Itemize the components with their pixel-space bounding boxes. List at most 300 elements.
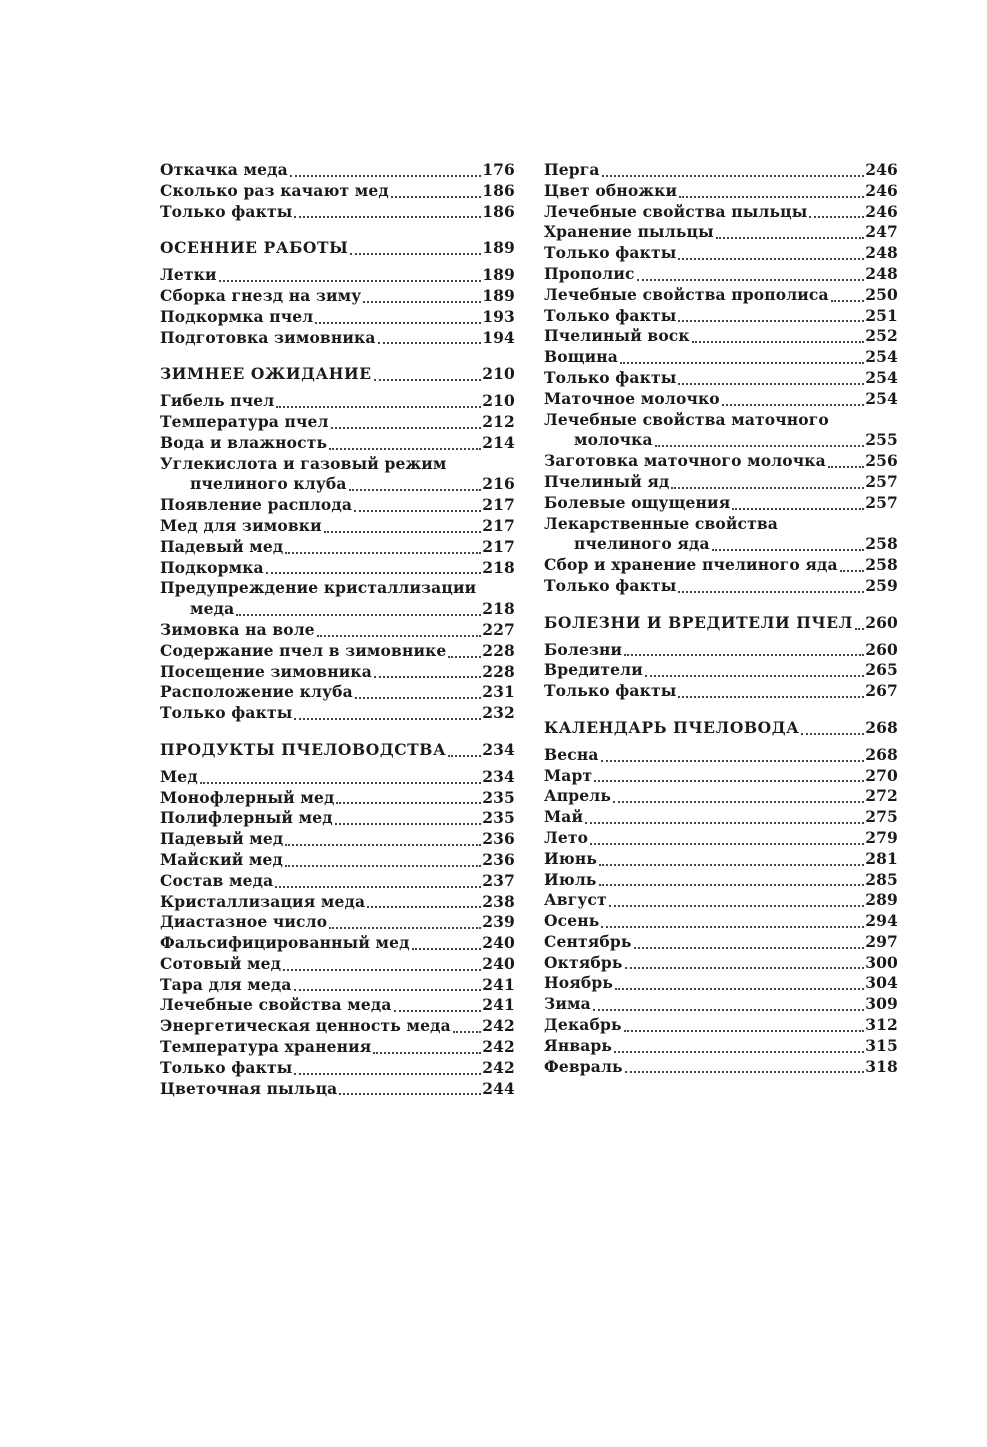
entry-page-number: 218 [482,599,515,619]
entry-title: Август [544,890,607,910]
entry-page-number: 244 [482,1078,515,1098]
entry-title: Температура пчел [160,411,329,431]
entry-page-number: 248 [865,243,898,263]
entry-page-number: 312 [865,1015,898,1035]
dot-leader [716,237,864,239]
dot-leader [828,466,864,468]
toc-block [544,718,898,1078]
entry-title: Ноябрь [544,973,614,993]
toc-entry[interactable] [160,265,515,286]
toc-entry[interactable] [544,389,898,410]
dot-leader [329,927,481,929]
entry-page-number: 234 [482,766,515,786]
dot-leader [331,427,482,429]
toc-entry[interactable] [160,202,515,223]
toc-entry[interactable] [160,286,515,307]
toc-entry[interactable] [544,786,898,807]
entry-title: Углекислота и газовый режим [160,453,447,473]
entry-page-number: 242 [482,1037,515,1057]
entry-page-number: 228 [482,640,515,660]
toc-entry[interactable] [544,1057,898,1078]
entry-title: Энергетическая ценность меда [160,1016,451,1036]
toc-entry[interactable] [544,745,898,766]
entry-page-number: 252 [865,326,898,346]
entry-page-number: 242 [482,1057,515,1077]
entry-title-continuation [160,474,515,495]
dot-leader [285,552,481,554]
toc-entry[interactable] [160,1058,515,1079]
toc-section-heading[interactable] [544,613,898,634]
dot-leader [602,175,865,177]
entry-title: Февраль [544,1056,623,1076]
entry-page-number: 258 [865,555,898,575]
entry-title: Маточное молочко [544,388,720,408]
entry-title: Только факты [160,703,293,723]
dot-leader [590,843,864,845]
dot-leader [354,510,481,512]
dot-leader [594,780,864,782]
entry-page-number: 268 [865,744,898,764]
entry-page-number: 231 [482,682,515,702]
toc-entry[interactable] [544,326,898,347]
entry-title: Вредители [544,660,643,680]
toc-entry[interactable] [160,412,515,433]
toc-entry[interactable] [160,703,515,724]
toc-entry[interactable] [160,682,515,703]
entry-page-number: 210 [482,391,515,411]
dot-leader [324,531,481,533]
toc-entry[interactable] [544,410,898,452]
entry-title-line2: пчелиного яда [574,534,710,554]
toc-entry[interactable] [160,516,515,537]
toc-entry[interactable] [544,849,898,870]
entry-title: Лечебные свойства маточного [544,409,829,429]
entry-title: Лекарственные свойства [544,513,778,533]
entry-page-number: 214 [482,432,515,452]
entry-title: Только факты [544,243,677,263]
dot-leader [613,801,864,803]
dot-leader [614,1051,864,1053]
toc-entry[interactable] [160,495,515,516]
entry-page-number: 254 [865,388,898,408]
dot-leader [624,654,864,656]
entry-page-number: 258 [865,534,898,554]
section-page-number: 260 [865,612,898,632]
dot-leader [593,1009,864,1011]
toc-entry[interactable] [160,995,515,1016]
dot-leader [609,905,864,907]
toc-block [160,160,515,222]
entry-page-number: 265 [865,660,898,680]
toc-entry[interactable] [160,767,515,788]
entry-title: Весна [544,744,599,764]
dot-leader [350,253,481,255]
entry-title: Лечебные свойства прополиса [544,284,829,304]
entry-title: Откачка меда [160,160,288,179]
toc-entry[interactable] [160,808,515,829]
toc-entry[interactable] [160,181,515,202]
entry-title: Только факты [544,575,677,595]
entry-title: Хранение пыльцы [544,222,714,242]
toc-entry[interactable] [544,368,898,389]
entry-title: Май [544,807,584,827]
toc-entry[interactable] [160,954,515,975]
entry-page-number: 235 [482,787,515,807]
entry-page-number: 194 [482,327,515,347]
entry-page-number: 270 [865,765,898,785]
entry-title: Фальсифицированный мед [160,933,410,953]
entry-page-number: 212 [482,411,515,431]
dot-leader [625,1071,864,1073]
entry-page-number: 304 [865,973,898,993]
section-page-number: 210 [482,364,515,384]
toc-entry[interactable] [544,828,898,849]
toc-entry[interactable] [160,829,515,850]
toc-entry[interactable] [544,870,898,891]
toc-entry[interactable] [160,454,515,496]
entry-title-continuation [544,430,898,451]
section-title: ПРОДУКТЫ ПЧЕЛОВОДСТВА [160,739,447,759]
entry-title: Цвет обножки [544,180,678,200]
entry-title: Зима [544,994,591,1014]
toc-right-column [544,160,898,1077]
toc-entry[interactable] [160,662,515,683]
toc-entry[interactable] [544,911,898,932]
entry-page-number: 236 [482,849,515,869]
entry-title: Осень [544,911,600,931]
entry-title: Диастазное число [160,912,328,932]
toc-entry[interactable] [160,1016,515,1037]
dot-leader [599,864,864,866]
toc-entry[interactable] [544,264,898,285]
entry-title: Майский мед [160,849,284,869]
dot-leader [374,379,482,381]
toc-entry[interactable] [160,328,515,349]
entry-page-number: 257 [865,492,898,512]
entry-page-number: 255 [865,430,898,450]
entry-page-number: 251 [865,305,898,325]
dot-leader [678,696,864,698]
dot-leader [601,926,864,928]
entry-title: Подготовка зимовника [160,327,376,347]
entry-page-number: 228 [482,661,515,681]
dot-leader [412,948,482,950]
entry-page-number: 189 [482,285,515,305]
toc-entry[interactable] [544,932,898,953]
entry-page-number: 235 [482,808,515,828]
section-page-number: 268 [865,717,898,737]
dot-leader [679,196,864,198]
toc-entry[interactable] [160,433,515,454]
entry-page-number: 238 [482,891,515,911]
dot-leader [339,1093,481,1095]
entry-title: Цветочная пыльца [160,1078,338,1098]
dot-leader [363,301,481,303]
dot-leader [373,1052,481,1054]
dot-leader [634,947,865,949]
toc-entry[interactable] [544,1015,898,1036]
entry-title: Посещение зимовника [160,661,372,681]
entry-title: Вода и влажность [160,432,328,452]
toc-entry[interactable] [160,933,515,954]
toc-entry[interactable] [160,1079,515,1100]
toc-entry[interactable] [544,576,898,597]
dot-leader [275,886,481,888]
toc-entry[interactable] [544,285,898,306]
entry-title: Июль [544,869,597,889]
entry-title: Мед [160,766,198,786]
entry-title: Падевый мед [160,829,284,849]
dot-leader [266,572,481,574]
toc-entry[interactable] [544,514,898,556]
dot-leader [678,320,864,322]
entry-page-number: 289 [865,890,898,910]
toc-entry[interactable] [160,558,515,579]
entry-page-number: 193 [482,306,515,326]
entry-title: Монофлерный мед [160,787,335,807]
entry-page-number: 254 [865,367,898,387]
toc-block [160,238,515,348]
dot-leader [391,196,481,198]
entry-title: Только факты [160,201,293,221]
entry-title: Пчелиный воск [544,326,690,346]
entry-page-number: 315 [865,1035,898,1055]
entry-page-number: 189 [482,265,515,285]
dot-leader [448,755,481,757]
entry-page-number: 254 [865,347,898,367]
entry-page-number: 237 [482,870,515,890]
entry-page-number: 267 [865,681,898,701]
entry-title: Болезни [544,639,623,659]
dot-leader [367,906,481,908]
dot-leader [620,362,864,364]
toc-section-heading[interactable] [160,740,515,761]
toc-entry[interactable] [160,307,515,328]
entry-page-number: 176 [482,160,515,179]
entry-page-number: 300 [865,952,898,972]
entry-page-number: 217 [482,536,515,556]
dot-leader [448,656,481,658]
dot-leader [294,216,481,218]
dot-leader [712,549,865,551]
dot-leader [336,802,481,804]
toc-entry[interactable] [160,788,515,809]
toc-block [160,364,515,724]
entry-title: Мед для зимовки [160,515,322,535]
entry-title: Полифлерный мед [160,808,333,828]
section-page-number: 189 [482,238,515,258]
entry-page-number: 186 [482,180,515,200]
toc-section-heading[interactable] [160,238,515,259]
entry-title: Тара для меда [160,974,292,994]
entry-title: Сбор и хранение пчелиного яда [544,555,838,575]
toc-entry[interactable] [544,347,898,368]
entry-title: Падевый мед [160,536,284,556]
dot-leader [831,300,864,302]
dot-leader [692,341,864,343]
entry-title: Лечебные свойства меда [160,995,392,1015]
entry-page-number: 259 [865,575,898,595]
dot-leader [601,760,865,762]
entry-page-number: 246 [865,160,898,179]
entry-page-number: 241 [482,974,515,994]
entry-title-continuation [160,599,515,620]
entry-title: Только факты [160,1057,293,1077]
toc-entry[interactable] [544,640,898,661]
entry-page-number: 257 [865,471,898,491]
dot-leader [599,884,865,886]
entry-title: Предупреждение кристаллизации [160,578,477,598]
toc-entry[interactable] [160,850,515,871]
toc-entry[interactable] [160,160,515,181]
entry-title-continuation [544,534,898,555]
toc-block [544,160,898,597]
toc-entry[interactable] [544,451,898,472]
entry-title: Зимовка на воле [160,619,315,639]
toc-entry[interactable] [544,555,898,576]
entry-title: Только факты [544,367,677,387]
toc-entry[interactable] [160,641,515,662]
dot-leader [200,782,481,784]
entry-page-number: 242 [482,1016,515,1036]
toc-entry[interactable] [544,181,898,202]
entry-title: Апрель [544,786,612,806]
entry-page-number: 246 [865,201,898,221]
dot-leader [294,718,481,720]
toc-entry[interactable] [160,391,515,412]
toc-entry[interactable] [544,243,898,264]
section-title: ОСЕННИЕ РАБОТЫ [160,238,349,258]
entry-title: Перга [544,160,600,179]
dot-leader [732,508,864,510]
entry-title: Заготовка маточного молочка [544,451,826,471]
toc-entry[interactable] [544,994,898,1015]
toc-entry[interactable] [160,892,515,913]
entry-page-number: 248 [865,263,898,283]
dot-leader [840,570,865,572]
dot-leader [678,591,864,593]
toc-entry[interactable] [160,871,515,892]
dot-leader [349,489,482,491]
toc-entry[interactable] [544,660,898,681]
entry-title: Сколько раз качают мед [160,180,389,200]
toc-entry[interactable] [544,306,898,327]
entry-page-number: 250 [865,284,898,304]
entry-page-number: 236 [482,829,515,849]
toc-entry[interactable] [544,493,898,514]
dot-leader [378,342,482,344]
dot-leader [236,614,481,616]
entry-page-number: 246 [865,180,898,200]
dot-leader [624,1030,865,1032]
dot-leader [285,865,481,867]
toc-entry[interactable] [160,537,515,558]
toc-entry[interactable] [544,1036,898,1057]
toc-entry[interactable] [544,160,898,181]
entry-page-number: 294 [865,911,898,931]
entry-page-number: 227 [482,619,515,639]
entry-page-number: 285 [865,869,898,889]
toc-entry[interactable] [544,807,898,828]
entry-title: Содержание пчел в зимовнике [160,640,447,660]
entry-page-number: 318 [865,1056,898,1076]
toc-entry[interactable] [160,1037,515,1058]
entry-title: Октябрь [544,952,623,972]
toc-entry[interactable] [544,953,898,974]
entry-title: Болевые ощущения [544,492,731,512]
entry-title: Состав меда [160,870,274,890]
entry-title: Появление расплода [160,495,353,515]
dot-leader [317,635,481,637]
toc-entry[interactable] [544,202,898,223]
toc-entry[interactable] [544,890,898,911]
entry-title: Расположение клуба [160,682,353,702]
toc-entry[interactable] [160,975,515,996]
toc-section-heading[interactable] [544,718,898,739]
entry-title: Декабрь [544,1015,622,1035]
toc-entry[interactable] [160,620,515,641]
entry-page-number: 260 [865,639,898,659]
entry-page-number: 275 [865,807,898,827]
section-page-number: 234 [482,739,515,759]
entry-title: Кристаллизация меда [160,891,366,911]
entry-title: Только факты [544,681,677,701]
toc-section-heading[interactable] [160,364,515,385]
entry-title: Сентябрь [544,931,632,951]
entry-title: Март [544,765,593,785]
entry-title: Летки [160,265,217,285]
entry-page-number: 279 [865,827,898,847]
entry-page-number: 281 [865,848,898,868]
entry-page-number: 218 [482,557,515,577]
dot-leader [294,1073,481,1075]
toc-block [160,740,515,1100]
toc-entry[interactable] [544,766,898,787]
entry-title-line2: пчелиного клуба [190,474,347,494]
entry-page-number: 272 [865,786,898,806]
entry-title: Сотовый мед [160,953,282,973]
entry-title-line2: молочка [574,430,653,450]
dot-leader [315,322,481,324]
entry-page-number: 239 [482,912,515,932]
toc-entry[interactable] [544,222,898,243]
dot-leader [855,628,864,630]
dot-leader [801,733,864,735]
toc-entry[interactable] [160,578,515,620]
dot-leader [394,1010,482,1012]
entry-title: Прополис [544,263,635,283]
entry-page-number: 247 [865,222,898,242]
toc-entry[interactable] [160,912,515,933]
dot-leader [678,383,864,385]
dot-leader [625,967,865,969]
section-title: ЗИМНЕЕ ОЖИДАНИЕ [160,364,372,384]
entry-page-number: 216 [482,474,515,494]
dot-leader [335,823,481,825]
entry-title: Сборка гнезд на зиму [160,285,362,305]
dot-leader [645,675,864,677]
dot-leader [678,258,864,260]
dot-leader [283,969,481,971]
entry-page-number: 240 [482,933,515,953]
entry-title: Вощина [544,347,618,367]
entry-title: Только факты [544,305,677,325]
toc-entry[interactable] [544,681,898,702]
entry-title: Пчелиный яд [544,471,670,491]
toc-entry[interactable] [544,472,898,493]
toc-entry[interactable] [544,973,898,994]
toc-left-column [160,160,515,1099]
